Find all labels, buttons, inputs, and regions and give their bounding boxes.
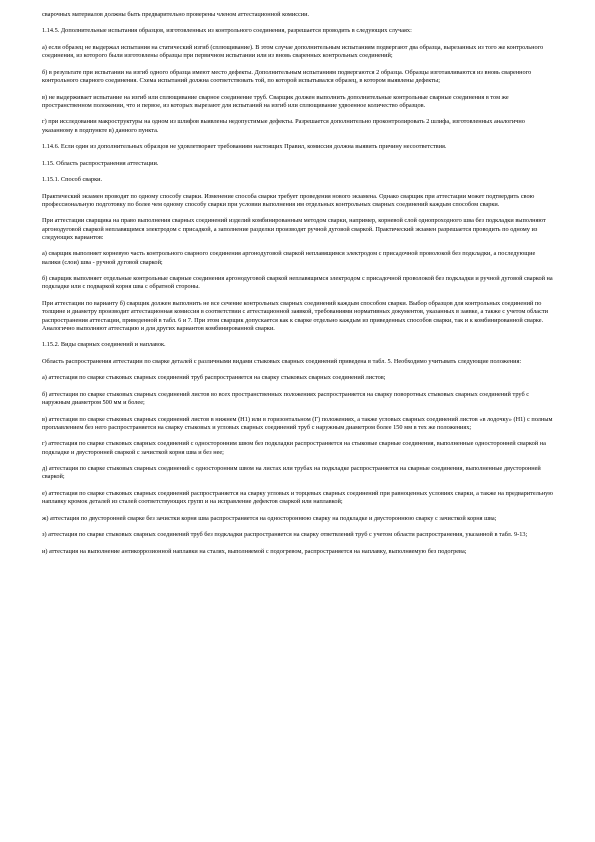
section-heading-1-15: 1.15. Область распространения аттестации.: [42, 159, 159, 167]
list-item-g: г) аттестация по сварке стыковых сварных соединений с односторонним швом без подкладки распространяется на стыковые сварные соединения, выполненные односторонней сваркой на подкладке и двусторонней сваркой с зачисткой корня шва и без нее;: [42, 440, 546, 456]
list-item-a: а) сварщик выполняет корневую часть контрольного сварного соединения аргонодуговой сваркой неплавящимся электродом с присадочной проволокой без подкладки, а последующие валики (слои) шва - ручной дуговой сваркой;: [42, 250, 536, 266]
body-paragraph: Практический экзамен проводят по одному способу сварки. Изменение способа сварки требует проведения нового экзамена. Однако сварщик при аттестации может подтвердить свою профессиональную подготовку по более чем одному способу сварки при условии выполнения им отдельных контрольных сварных соединений каждым способом сварки.: [42, 192, 535, 208]
section-1-14-6: 1.14.6. Если один из дополнительных образцов не удовлетворяет требованиям настоящих Правил, комиссия должна выявить причину несоответствия.: [42, 143, 447, 151]
body-paragraph: Область распространения аттестации по сварке деталей с различными видами стыковых сварных соединений приведена в табл. 5. Необходимо учитывать следующие положения:: [42, 357, 522, 365]
section-heading-1-15-1: 1.15.1. Способ сварки.: [42, 176, 103, 184]
list-item-b: б) сварщик выполняет отдельные контрольные сварные соединения аргонодуговой сваркой неплавящимся электродом с присадочной проволокой без подкладки и ручной дуговой сваркой на подкладке или с подваркой корня шва с обратной стороны.: [42, 275, 553, 291]
body-paragraph: При аттестации сварщика на право выполнения сварных соединений изделий комбинированным методом сварки, например, корневой слой однопроходного шва без подкладки выполняют аргонодуговой сваркой неплавящимся электродом с присадкой, а заполнение разделки производят ручной дуговой сваркой. Практический экзамен разрешается проводить по одному из следующих вариантов:: [42, 217, 546, 241]
list-item-z: з) аттестация по сварке стыковых сварных соединений труб без подкладки распространяется на сварку ответвлений труб с учетом области распространения, указанной в табл. 9-13;: [42, 531, 528, 539]
section-1-14-5: 1.14.5. Дополнительные испытания образцов, изготовленных из контрольного соединения, разрешается проводить в следующих случаях:: [42, 27, 412, 35]
list-item-b: б) аттестация по сварке стыковых сварных соединений листов во всех пространственных положениях распространяется на сварку поворотных стыковых сварных соединений труб с наружным диаметром 500 мм и более;: [42, 390, 530, 407]
list-item-e: е) аттестация по сварке стыковых сварных соединений распространяется на сварку угловых и торцевых сварных соединений при равноценных условиях сварки, а также на предварительную наплавку кромок деталей из сталей соответствующих групп и на исправление дефектов сваркой или наплавкой;: [42, 489, 553, 506]
body-paragraph: При аттестации по варианту б) сварщик должен выполнить не все сечение контрольных сварных соединений каждым способом сварки. Выбор образцов для контрольных соединений по толщине и диаметру производит аттестационная комиссия в соответствии с аттестационной заявкой, требованиями нормативных документов, указанных в заявке, а также с учетом области распространения аттестации, приведенной в табл. 6 и 7. При этом сварщик допускается как к сварке отдельно каждым из приведенных способов сварки, так и к комбинированной сварке. Аналогично выполняют аттестацию и для других вариантов комбинированной сварки.: [42, 299, 548, 332]
list-item-d: д) аттестация по сварке стыковых сварных соединений с односторонним швом на листах или трубах на подкладке распространяется на сварные соединения, выполненные двусторонней сваркой;: [42, 465, 541, 481]
list-item-b: б) в результате при испытании на изгиб одного образца имеют место дефекты. Дополнительным испытаниям подвергаются 2 образца. Образцы изготавливаются из вновь сваренного контрольного сварного соединения. Схема испытаний должна соответствовать той, по которой испытывался образец, в котором выявлены дефекты;: [42, 68, 532, 85]
paragraph-continuation: сварочных материалов должны быть предварительно проверены членом аттестационной комиссии.: [42, 11, 310, 18]
list-item-a: а) аттестация по сварке стыковых сварных соединений труб распространяется на сварку стыковых сварных соединений листов;: [42, 374, 386, 382]
list-item-g: г) при исследовании макроструктуры на одном из шлифов выявлены недопустимые дефекты. Разрешается дополнительно проконтролировать 2 шлифа, изготовленных аналогично указанному в подпункте в) данного пункта.: [42, 118, 525, 134]
list-item-i: и) аттестация на выполнение антикоррозионной наплавки на сталях, выполняемой с подогревом, распространяется на наплавку, выполняемую без подогрева;: [42, 547, 467, 555]
section-heading-1-15-2: 1.15.2. Виды сварных соединений и наплавок.: [42, 341, 166, 349]
list-item-zh: ж) аттестация по двусторонней сварке без зачистки корня шва распространяется на одностороннюю сварку на подкладке и двустороннюю сварку с зачисткой корня шва;: [42, 514, 497, 522]
list-item-a: а) если образец не выдержал испытания на статический изгиб (сплющивание). В этом случае дополнительным испытаниям подвергают два образца, вырезанных из того же контрольного соединения, из которого были изготовлены образцы при первичном испытании или из вновь сваренных контрольных соединений;: [42, 43, 544, 60]
list-item-v: в) аттестация по сварке стыковых сварных соединений листов в нижнем (Н1) или в горизонтальном (Г) положениях, а также угловых сварных соединений листов «в лодочку» (Н1) с полным проплавлением без него распространяется на сварку стыковых и угловых сварных соединений труб с наружным диаметром более 150 мм в тех же положениях;: [42, 415, 553, 431]
list-item-v: в) не выдерживает испытание на изгиб или сплющивание сварное соединение труб. Сварщик должен выполнить дополнительные контрольные сварные соединения в том же пространственном положении, что и первое, из которых вырезают для испытаний на изгиб или сплющивание удвоенное количество образцов.: [42, 93, 509, 109]
